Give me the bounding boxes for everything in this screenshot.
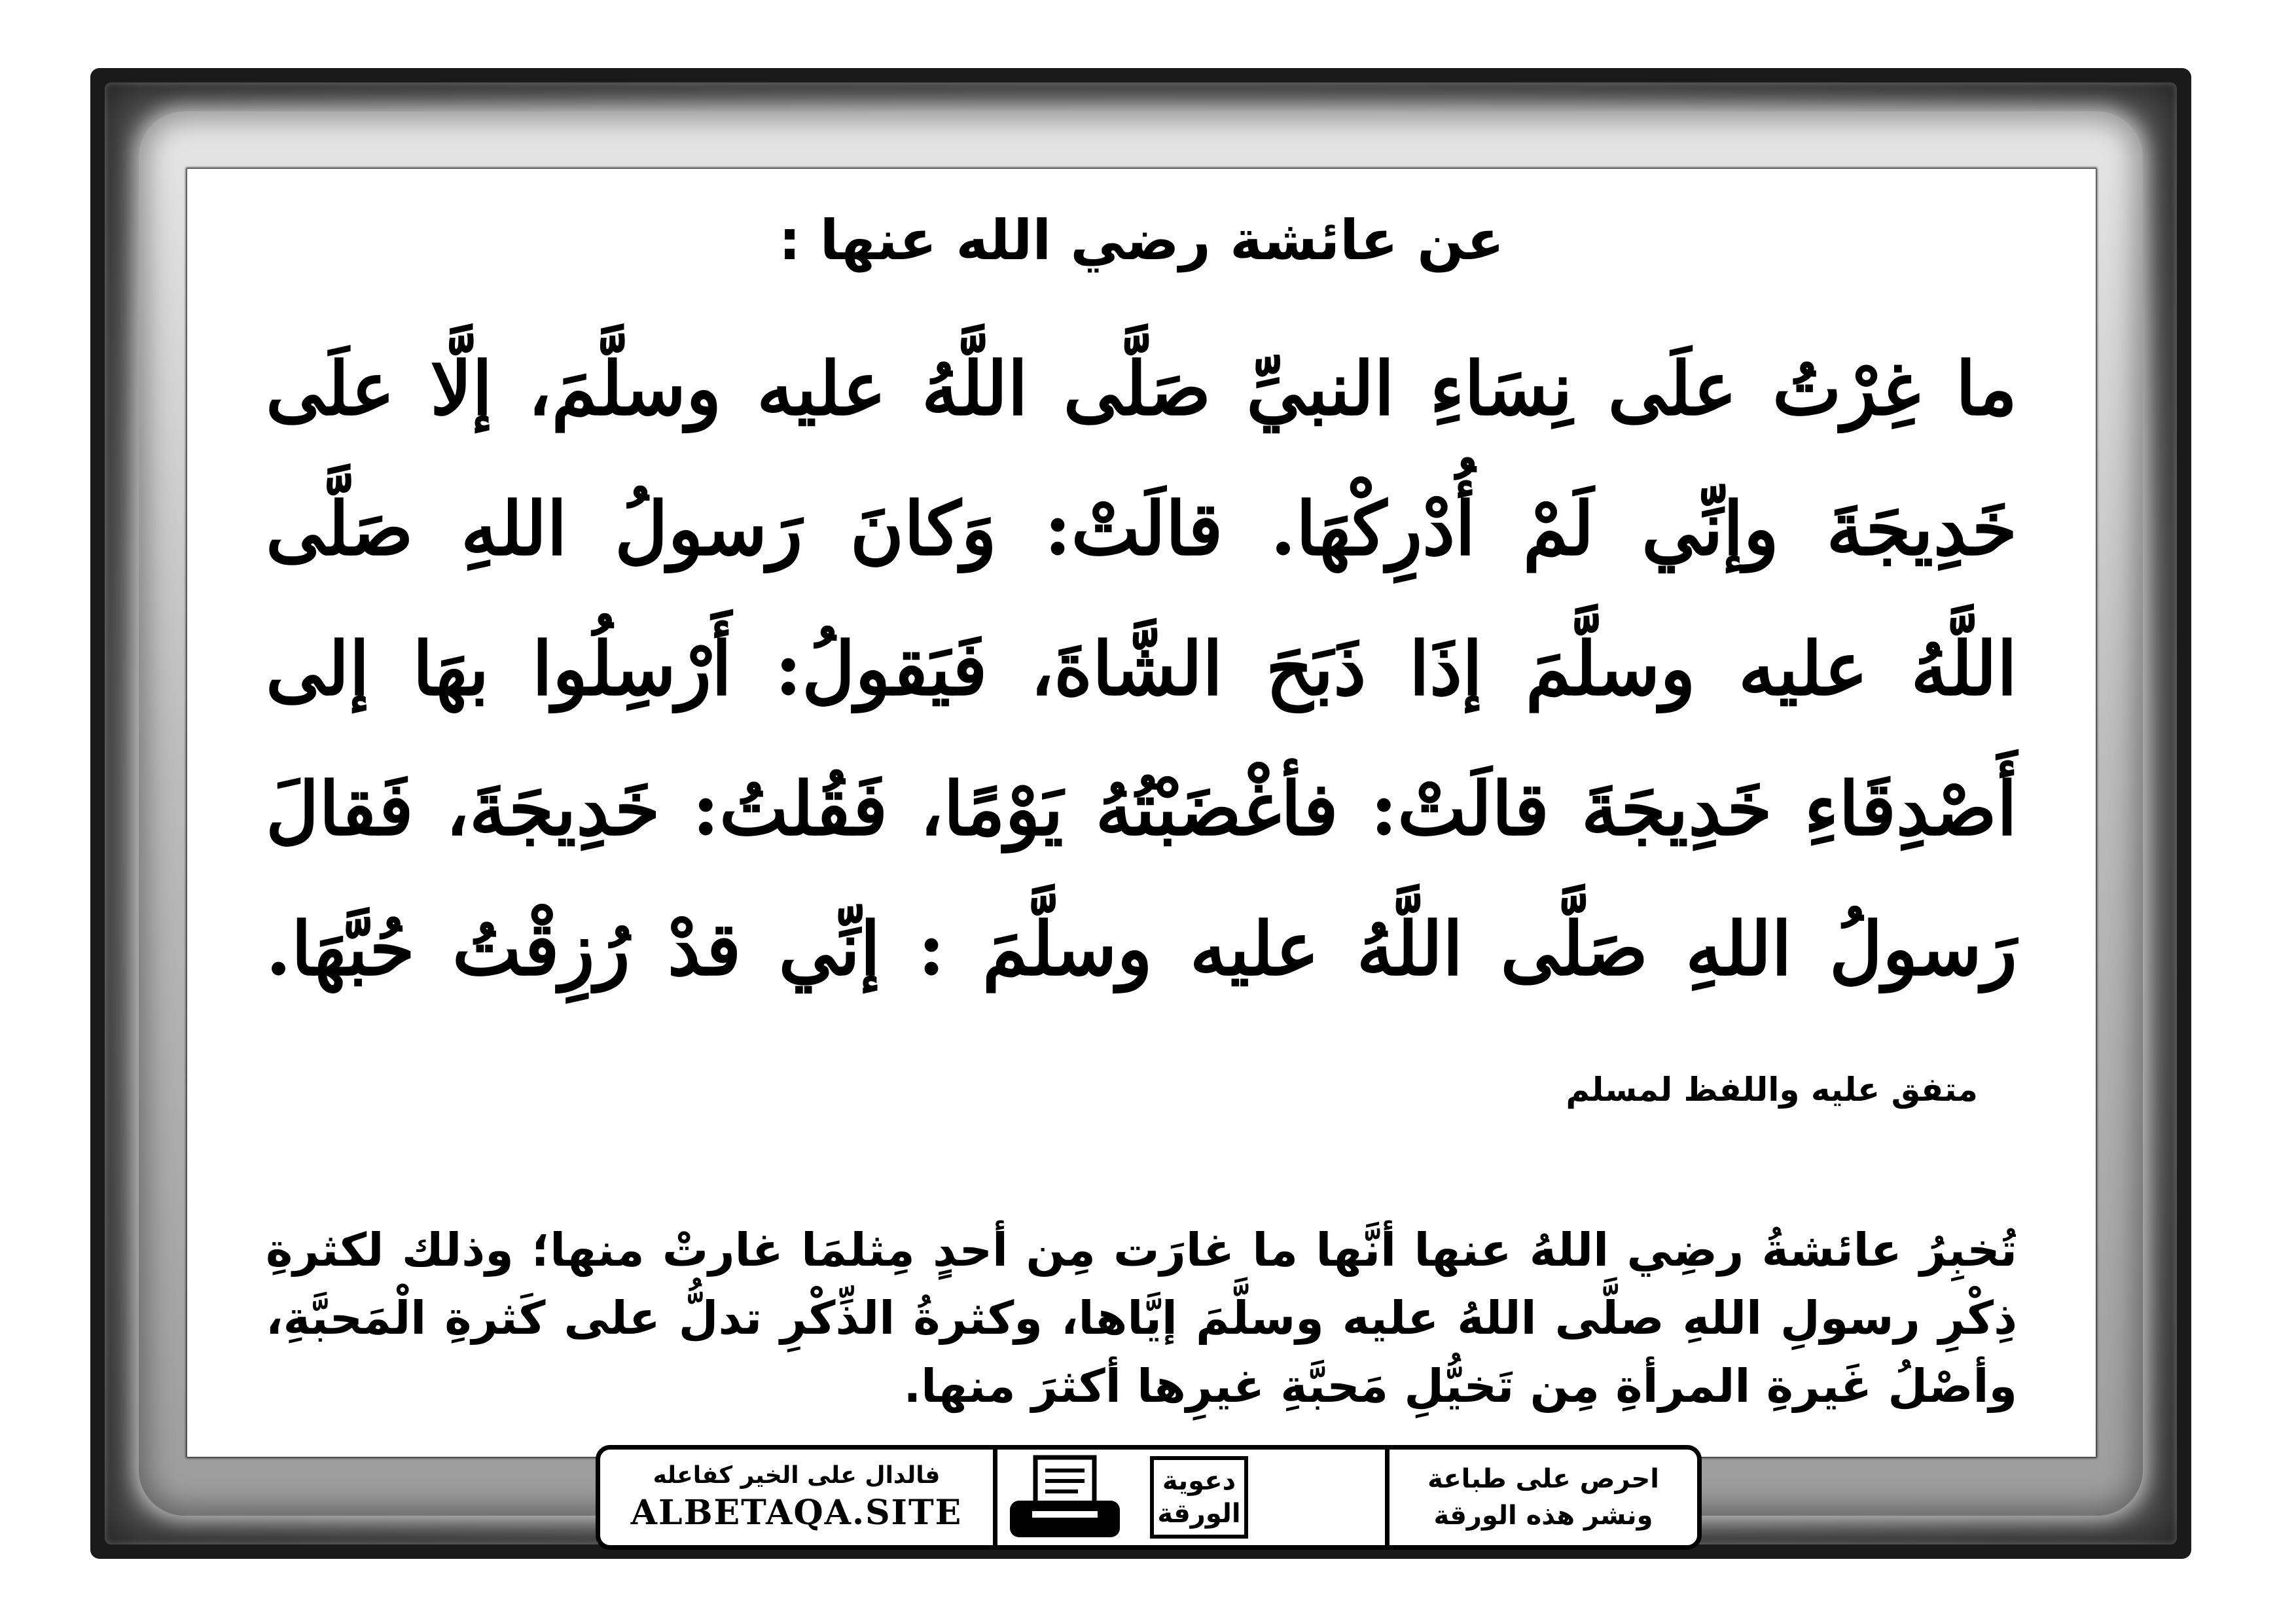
footer-print-note [1390,1450,1697,1545]
logo-line1: دعوية [1162,1466,1236,1496]
footer-print-line2: ونشر هذه الورقة [1433,1501,1653,1531]
explanation-text: تُخبِرُ عائشةُ رضِي اللهُ عنها أنَّها ما غارَت مِن أحدٍ مِثلمَا غارتْ منها؛ وذلك لكثرةِ ذِكْرِ رسولِ اللهِ صلَّى اللهُ عليه وسلَّمَ إيَّاها، وكثرةُ الذِّكْرِ تدلُّ على كَثرةِ الْمَحبَّةِ، وأصْلُ غَيرةِ المرأةِ مِن تَخيُّلِ مَحبَّةِ غيرِها أكثرَ منها. [266,1223,2017,1413]
footer-site-url[interactable]: ALBETAQA.SITE [630,1493,963,1533]
hadith-text: ما غِرْتُ علَى نِسَاءِ النبيِّ صَلَّى اللَّهُ عليه وسلَّمَ، إلَّا علَى خَدِيجَةَ وإنِّي لَمْ أُدْرِكْهَا. قالَتْ: وَكانَ رَسولُ اللهِ صَلَّى اللَّهُ عليه وسلَّمَ إذَا ذَبَحَ الشَّاةَ، فَيَقولُ: أَرْسِلُوا بهَا إلى أَصْدِقَاءِ خَدِيجَةَ قالَتْ: فأغْضَبْتُهُ يَوْمًا، فَقُلتُ: خَدِيجَةَ، فَقالَ رَسولُ اللهِ صَلَّى اللَّهُ عليه وسلَّمَ : إنِّي قدْ رُزِقْتُ حُبَّهَا. [266,346,2017,992]
logo-line2: الورقة [1157,1499,1241,1529]
footer-divider [1385,1450,1390,1545]
footer-tagline: فالدال على الخير كفاعله [653,1462,941,1489]
page-title: عن عائشة رضي الله عنها : [778,208,1505,272]
hadith-block [266,319,2017,1164]
footer-divider [993,1450,997,1545]
printer-icon-svg [1006,1455,1124,1540]
brand-logo [1137,1450,1261,1545]
footer-print-line1: احرص على طباعة [1427,1464,1659,1494]
content-card [187,169,2096,1457]
footer-bar [596,1445,1702,1550]
hadith-source: متفق عليه واللفظ لمسلم [1566,1071,1978,1109]
footer-site [600,1450,993,1545]
brand-logo-box [1150,1456,1248,1539]
printer-icon [999,1450,1130,1545]
